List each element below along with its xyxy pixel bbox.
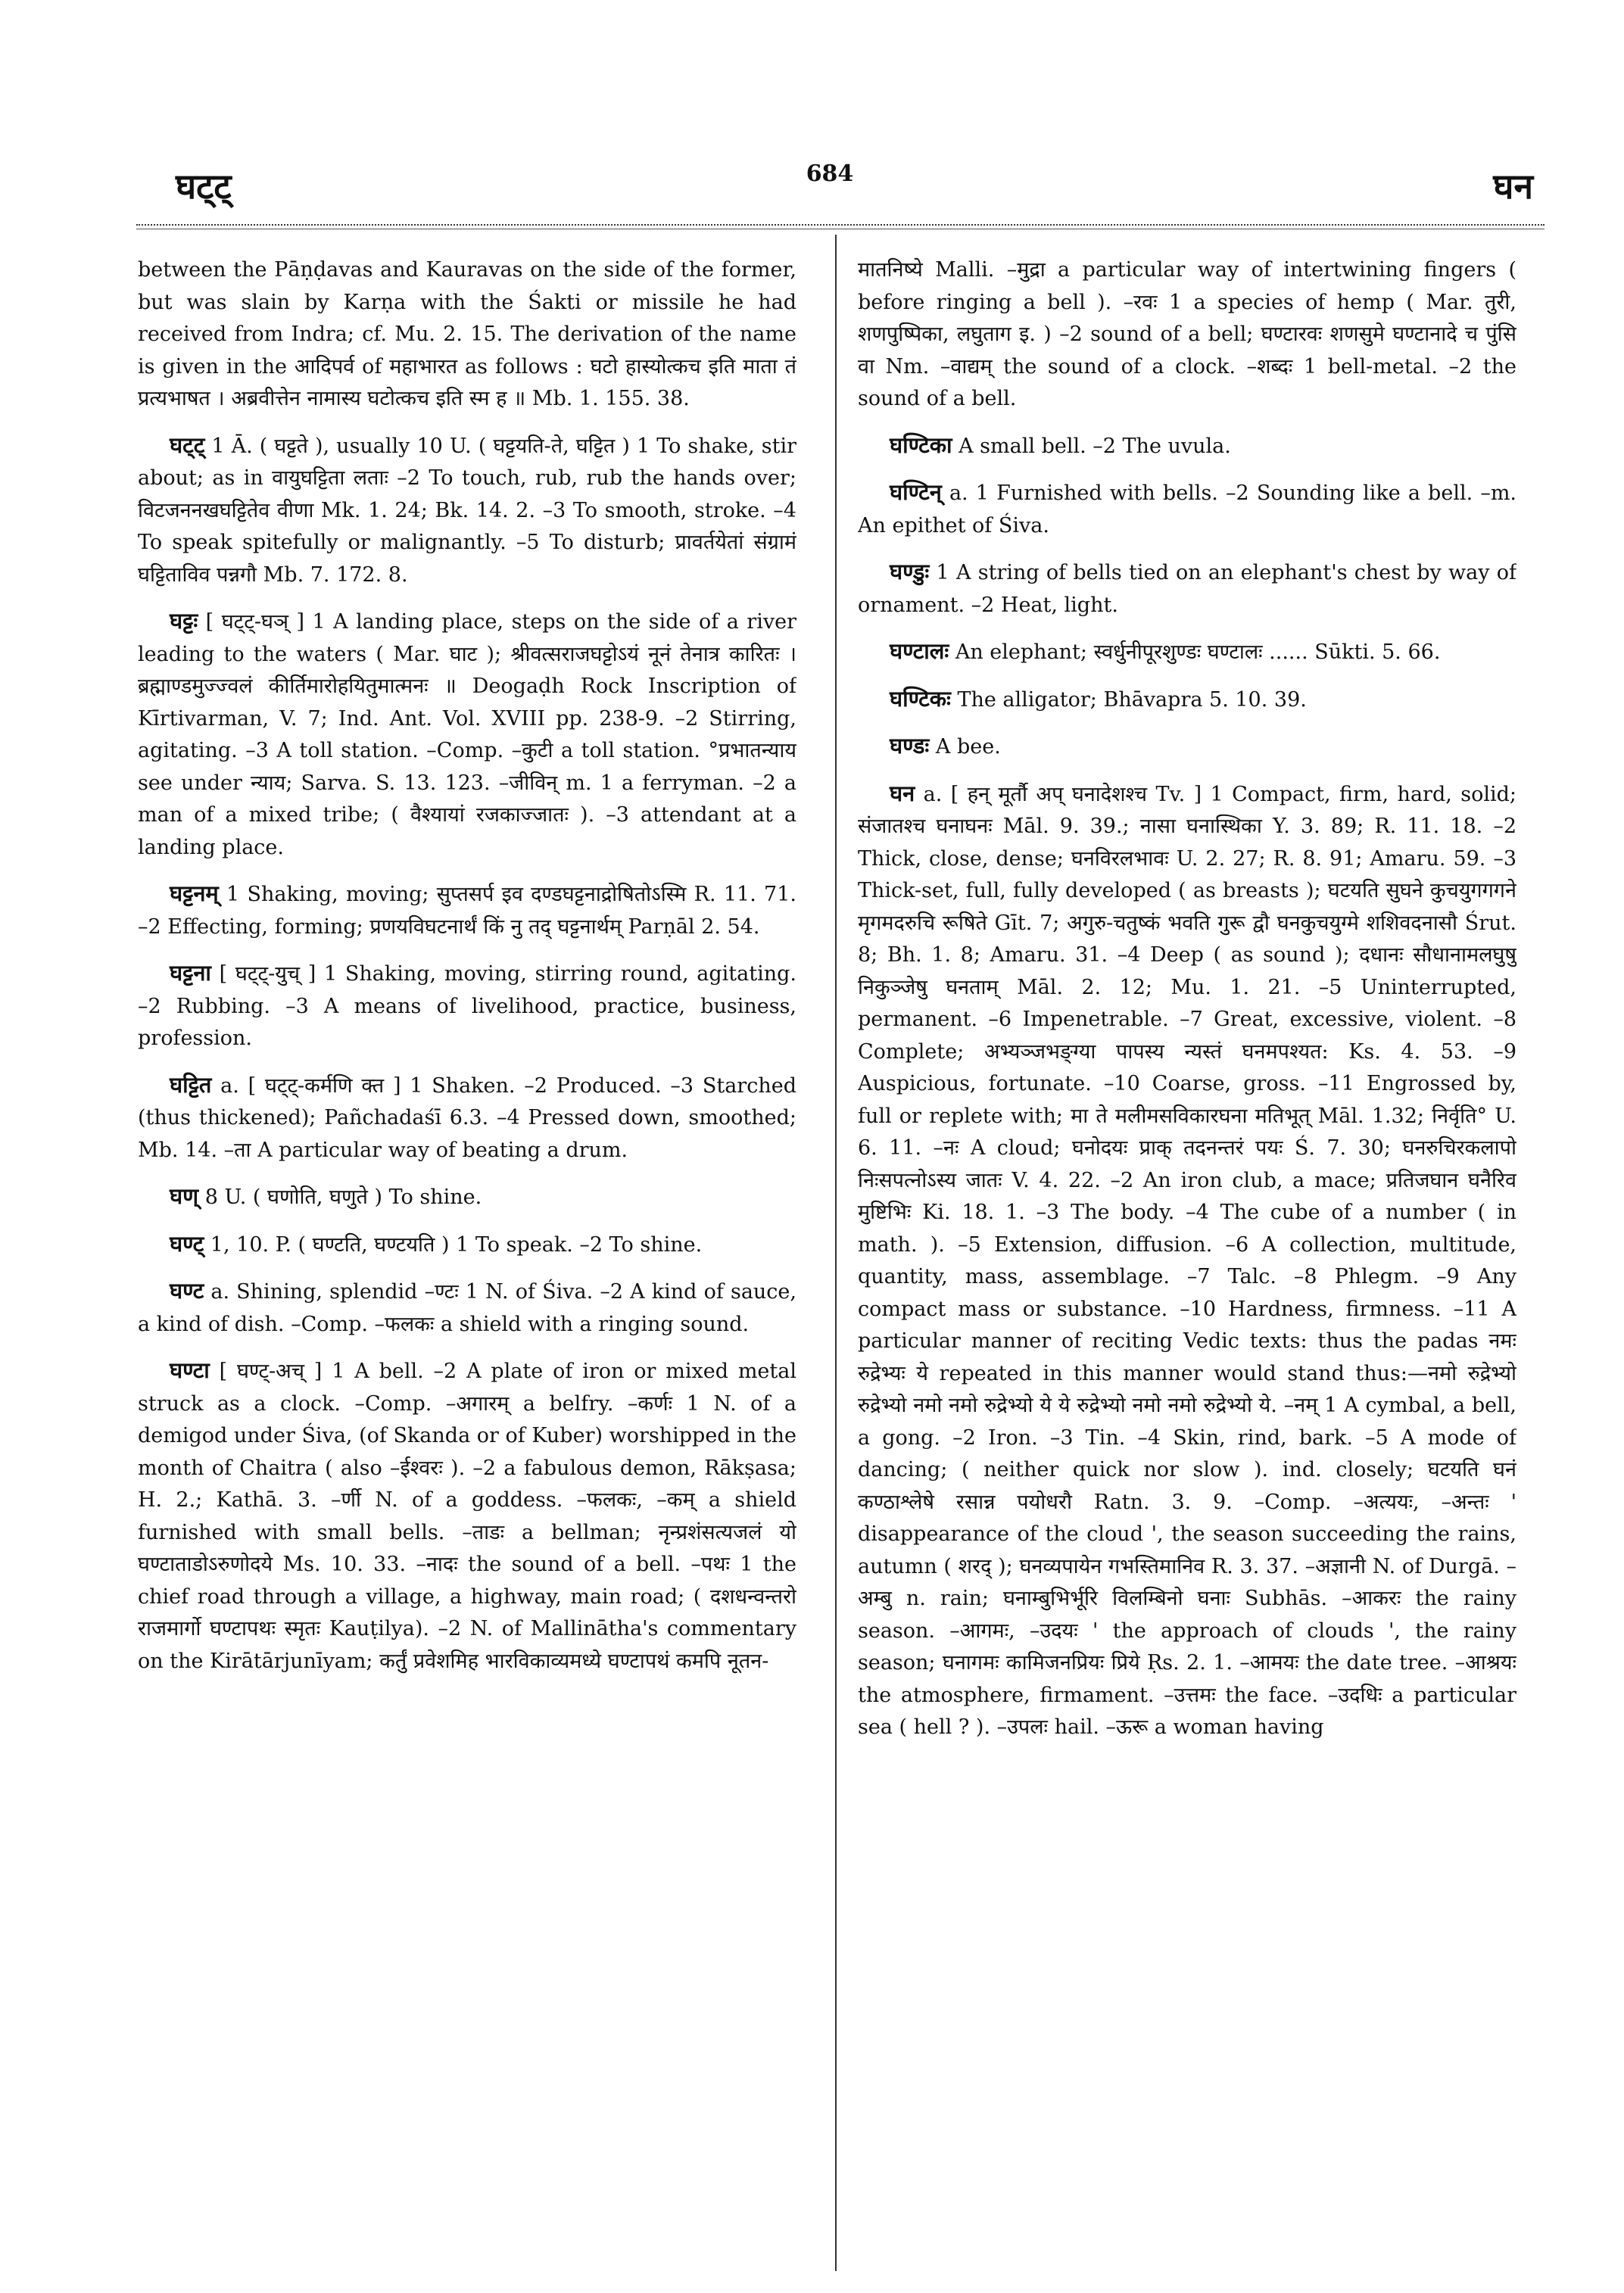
dictionary-entry: [858, 429, 1516, 463]
entry-definition: a. 1 Furnished with bells. –2 Sounding like a bell. –m. An epithet of Śiva.: [858, 481, 1516, 537]
entry-definition: between the Pāṇḍavas and Kauravas on the side of the former, but was slain by Karṇa with the Śakti or missile he had received from Indra; cf. Mu. 2. 15. The derivation of the name is given in the आदिपर्व of महाभारत as follows : घटो हास्योत्कच इति माता तं प्रत्यभाषत । अब्रवीत्तेन नामास्य घटोत्कच इति स्म ह ॥ Mb. 1. 155. 38.: [138, 258, 796, 410]
entry-definition: मातनिष्ये Malli. –मुद्रा a particular way of intertwining fingers ( before ringing a bell ). –रवः 1 a species of hemp ( Mar. तुरी, शणपुष्पिका, लघुताग इ. ) –2 sound of a bell; घण्टारवः शणसुमे घण्टानादे च पुंसि वा Nm. –वाद्यम् the sound of a clock. –शब्दः 1 bell-metal. –2 the sound of a bell.: [858, 258, 1516, 410]
dictionary-entry: [138, 605, 796, 864]
dictionary-entry: [858, 556, 1516, 622]
dictionary-entry: [138, 1180, 796, 1214]
header-dotted-rule: [136, 224, 1545, 226]
entry-headword: घट्टनम्: [170, 880, 219, 906]
dictionary-entry: [858, 635, 1516, 669]
entry-definition: A bee.: [929, 735, 1001, 759]
entry-headword: घट्टना: [170, 960, 211, 986]
left-column: [138, 253, 796, 2270]
entry-definition: 1 Shaking, moving; सुप्तसर्प इव दण्डघट्टनाद्रोषितोऽस्मि R. 11. 71. –2 Effecting, forming; प्रणयविघटनार्थं किं नु तद् घट्टनार्थम् Parṇāl 2. 54.: [138, 883, 796, 939]
entry-definition: a. [ हन् मूर्तौ अप् घनादेशश्च Tv. ] 1 Compact, firm, hard, solid; संजातश्च घनाघनः Māl. 9. 39.; नासा घनास्थिका Y. 3. 89; R. 11. 18. –2 Thick, close, dense; घनविरलभावः U. 2. 27; R. 8. 91; Amaru. 59. –3 Thick-set, full, fully developed ( as breasts ); घटयति सुघने कुचयुगगगने मृगमदरुचि रूषिते Gīt. 7; अगुरु-चतुष्कं भवति गुरू द्वौ घनकुचयुग्मे शशिवदनासौ Śrut. 8; Bh. 1. 8; Amaru. 31. –4 Deep ( as sound ); दधानः सौधानामलघुषु निकुञ्जेषु घनताम् Māl. 2. 12; Mu. 1. 21. –5 Uninterrupted, permanent. –6 Impenetrable. –7 Great, excessive, violent. –8 Complete; अभ्यञ्जभङ्ग्या पापस्य न्यस्तं घनमपश्यत: Ks. 4. 53. –9 Auspicious, fortunate. –10 Coarse, gross. –11 Engrossed by, full or replete with; मा ते मलीमसविकारघना मतिभूत् Māl. 1.32; निर्वृति° U. 6. 11. –नः A cloud; घनोदयः प्राक् तदनन्तरं पयः Ś. 7. 30; घनरुचिरकलापो निःसपत्नोऽस्य जातः V. 4. 22. –2 An iron club, a mace; प्रतिजघान घनैरिव मुष्टिभिः Ki. 18. 1. –3 The body. –4 The cube of a number ( in math. ). –5 Extension, diffusion. –6 A collection, multitude, quantity, mass, assemblage. –7 Talc. –8 Phlegm. –9 Any compact mass or substance. –10 Hardness, firmness. –11 A particular manner of reciting Vedic texts: thus the padas नमः रुद्रेभ्यः ये repeated in this manner would stand thus:—नमो रुद्रेभ्यो रुद्रेभ्यो नमो नमो रुद्रेभ्यो ये ये रुद्रेभ्यो नमो नमो रुद्रेभ्यो ये. –नम् 1 A cymbal, a bell, a gong. –2 Iron. –3 Tin. –4 Skin, rind, bark. –5 A mode of dancing; ( neither quick nor slow ). ind. closely; घटयति घनं कण्ठाश्लेषे रसान्न पयोधरौ Ratn. 3. 9. –Comp. –अत्ययः, –अन्तः ' disappearance of the cloud ', the season succeeding the rains, autumn ( शरद् ); घनव्यपायेन गभस्तिमानिव R. 3. 37. –अज्ञानी N. of Durgā. –अम्बु n. rain; घनाम्बुभिर्भूरि विलम्बिनो घनाः Subhās. –आकरः the rainy season. –आगमः, –उदयः ' the approach of clouds ', the rainy season; घनागमः कामिजनप्रियः प्रिये Ṛs. 2. 1. –आमयः the date tree. –आश्रयः the atmosphere, firmament. –उत्तमः the face. –उदधिः a particular sea ( hell ? ). –उपलः hail. –ऊरू a woman having: [858, 782, 1516, 1739]
entry-headword: घट्ट्: [170, 431, 205, 458]
entry-headword: घण्टा: [170, 1357, 210, 1383]
entry-headword: घण्टिकः: [890, 685, 951, 712]
entry-definition: The alligator; Bhāvapra 5. 10. 39.: [950, 687, 1307, 712]
dictionary-entry: [138, 957, 796, 1055]
entry-headword: घण्ट्: [170, 1230, 204, 1257]
entry-definition: [ घण्ट्-अच् ] 1 A bell. –2 A plate of iron or mixed metal struck as a clock. –Comp. –अगारम् a belfry. –कर्णः 1 N. of a demigod under Śiva, (of Skanda or of Kuber) worshipped in the month of Chaitra ( also –ईश्वरः ). –2 a fabulous demon, Rākṣasa; H. 2.; Kathā. 3. –र्णी N. of a goddess. –फलकः, –कम् a shield furnished with small bells. –ताडः a bellman; नृन्प्रशंसत्यजलं यो घण्टाताडोऽरुणोदये Ms. 10. 33. –नादः the sound of a bell. –पथः 1 the chief road through a village, a highway, main road; ( दशधन्वन्तरो राजमार्गो घण्टापथः स्मृतः Kauṭilya). –2 N. of Mallinātha's commentary on the Kirātārjunīyam; कर्तुं प्रवेशमिह भारविकाव्यमध्ये घण्टापथं कमपि नूतन-: [138, 1360, 796, 1673]
right-column: [858, 253, 1516, 2270]
entry-definition: An elephant; स्वर्धुनीपूरशुण्डः घण्टालः ...... Sūkti. 5. 66.: [949, 640, 1441, 664]
entry-definition: 8 U. ( घणोति, घणुते ) To shine.: [198, 1185, 482, 1209]
entry-headword: घण्टिका: [890, 431, 952, 458]
dictionary-entry: [138, 877, 796, 943]
entry-headword: घण्टालः: [890, 638, 949, 664]
entry-headword: घट्टित: [170, 1071, 212, 1098]
entry-definition: 1 A string of bells tied on an elephant's chest by way of ornament. –2 Heat, light.: [858, 561, 1516, 617]
column-divider: [835, 235, 837, 2271]
dictionary-entry: [858, 730, 1516, 764]
entry-headword: घन: [890, 780, 915, 806]
entry-definition: 1 Ā. ( घट्टते ), usually 10 U. ( घट्टयति-ते, घट्टित ) 1 To shake, stir about; as in वायुघट्टिता लताः –2 To touch, rub, rub the hands over; विटजननखघट्टितेव वीणा Mk. 1. 24; Bk. 14. 2. –3 To smooth, stroke. –4 To speak spitefully or malignantly. –5 To disturb; प्रावर्तयेतां संग्रामं घट्टिताविव पन्नगौ Mb. 7. 172. 8.: [138, 434, 796, 587]
dictionary-entry: [138, 253, 796, 416]
running-head-left: घट्ट्: [176, 166, 232, 207]
entry-definition: a. [ घट्ट्-कर्मणि क्त ] 1 Shaken. –2 Produced. –3 Starched (thus thickened); Pañchadaśī 6.3. –4 Pressed down, smoothed; Mb. 14. –ता A particular way of beating a drum.: [138, 1073, 796, 1162]
page-number: 684: [806, 160, 854, 187]
dictionary-entry: [858, 777, 1516, 1744]
dictionary-entry: [138, 1069, 796, 1167]
entry-headword: घण्ट: [170, 1278, 204, 1304]
running-head-right: घन: [1493, 166, 1533, 207]
dictionary-entry: [138, 1354, 796, 1678]
entry-headword: घण्डः: [890, 733, 930, 759]
dictionary-entry: [138, 1228, 796, 1262]
dictionary-entry: [138, 429, 796, 592]
entry-definition: [ घट्ट्-युच् ] 1 Shaking, moving, stirring round, agitating. –2 Rubbing. –3 A means of livelihood, practice, business, profession.: [138, 962, 796, 1050]
dictionary-entry: [858, 683, 1516, 717]
entry-definition: [ घट्ट्-घञ् ] 1 A landing place, steps on the side of a river leading to the waters ( Mar. घाट ); श्रीवत्सराजघट्टोऽयं नूनं तेनात्र कारितः । ब्रह्माण्डमुज्ज्वलं कीर्तिमारोहयितुमात्मनः ॥ Deogaḍh Rock Inscription of Kīrtivarman, V. 7; Ind. Ant. Vol. XVIII pp. 238-9. –2 Stirring, agitating. –3 A toll station. –Comp. –कुटी a toll station. °प्रभातन्याय see under न्याय; Sarva. S. 13. 123. –जीविन् m. 1 a ferryman. –2 a man of a mixed tribe; ( वैश्यायां रजकाज्जातः ). –3 attendant at a landing place.: [138, 610, 796, 859]
entry-headword: घट्टः: [170, 608, 198, 634]
dictionary-entry: [858, 476, 1516, 542]
dictionary-entry: [858, 253, 1516, 416]
entry-definition: 1, 10. P. ( घण्टति, घण्टयति ) 1 To speak. –2 To shine.: [204, 1232, 703, 1257]
entry-headword: घण्टिन्: [890, 479, 942, 505]
entry-headword: घण्: [170, 1183, 199, 1209]
entry-headword: घण्डुः: [890, 559, 930, 584]
dictionary-entry: [138, 1275, 796, 1341]
entry-definition: A small bell. –2 The uvula.: [952, 434, 1231, 458]
entry-definition: a. Shining, splendid –ण्टः 1 N. of Śiva. –2 A kind of sauce, a kind of dish. –Comp. –फलकः a shield with a ringing sound.: [138, 1280, 796, 1336]
